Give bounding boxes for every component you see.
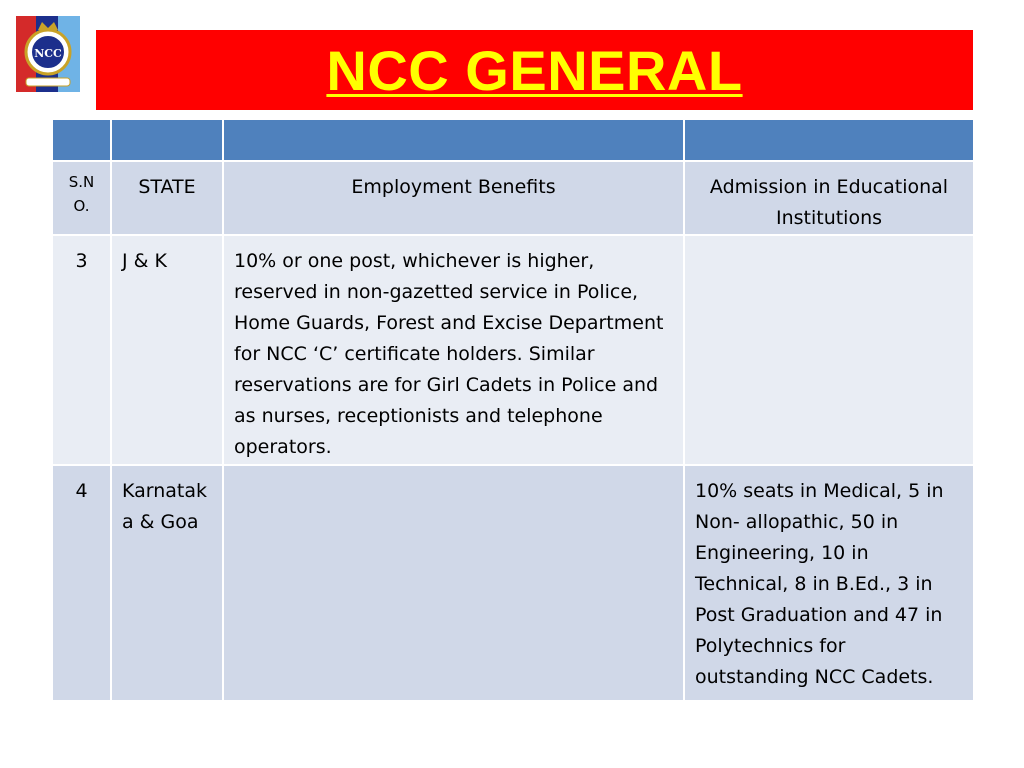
blank-cell <box>52 119 111 161</box>
row-sno: 4 <box>75 480 88 502</box>
header-state-cell <box>111 161 223 235</box>
blank-cell <box>111 119 223 161</box>
row-employment: 10% or one post, whichever is higher, reserved in non-gazetted service in Police, Home Guards, Forest and Excise Department for NCC ‘C’ certificate holders. Similar reservations are for Girl Cadets in Police and as nurses, receptionists and telephone operators. <box>234 250 664 458</box>
sno-cell <box>52 465 111 701</box>
table-row <box>52 465 974 701</box>
row-admission <box>685 236 973 246</box>
header-employment-cell <box>223 161 684 235</box>
row-admission: 10% seats in Medical, 5 in Non- allopathic, 50 in Engineering, 10 in Technical, 8 in B.Ed., 3 in Post Graduation and 47 in Polytechnics for outstanding NCC Cadets. <box>695 480 944 688</box>
header-admission: Admission in Educational Institutions <box>709 176 949 229</box>
table-column-headers <box>52 161 974 235</box>
benefits-table <box>51 118 975 702</box>
admission-cell <box>684 465 974 701</box>
title-banner <box>96 30 973 110</box>
header-admission-cell <box>684 161 974 235</box>
row-state: Karnataka & Goa <box>122 480 208 533</box>
employment-cell <box>223 465 684 701</box>
header-state: STATE <box>138 176 196 198</box>
row-sno: 3 <box>75 250 88 272</box>
blank-cell <box>223 119 684 161</box>
blank-cell <box>684 119 974 161</box>
ncc-emblem-logo <box>12 12 84 96</box>
table-header-band <box>52 119 974 161</box>
state-cell <box>111 465 223 701</box>
employment-cell <box>223 235 684 465</box>
table-row <box>52 235 974 465</box>
row-employment <box>224 466 683 476</box>
row-state: J & K <box>122 250 167 272</box>
slide-title: NCC GENERAL <box>326 38 743 102</box>
header-employment: Employment Benefits <box>351 176 556 198</box>
logo-text: NCC <box>34 47 62 60</box>
ncc-emblem-icon <box>12 12 84 96</box>
state-cell <box>111 235 223 465</box>
header-sno: S.N O. <box>68 173 95 215</box>
sno-cell <box>52 235 111 465</box>
admission-cell <box>684 235 974 465</box>
header-sno-cell <box>52 161 111 235</box>
